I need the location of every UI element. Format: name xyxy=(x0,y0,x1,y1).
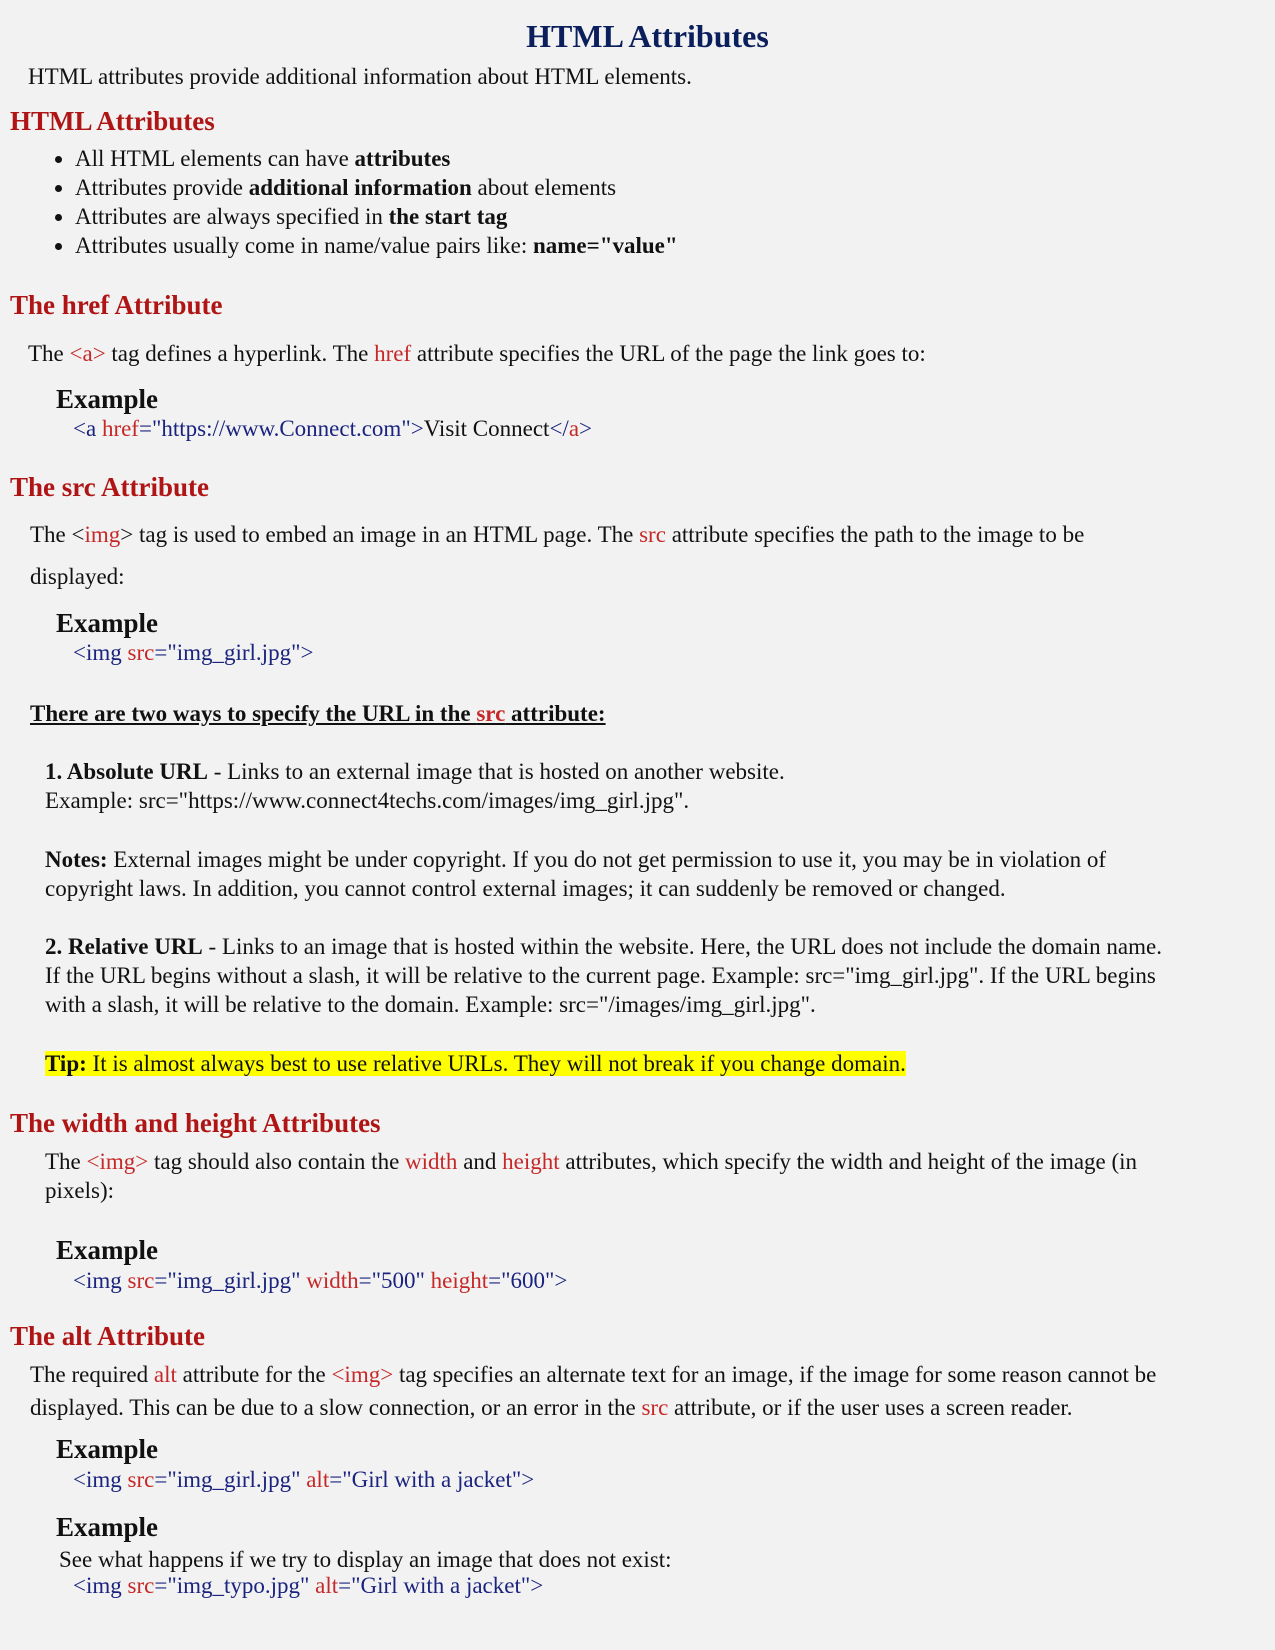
wh-description-line1: The <img> tag should also contain the width and height attributes, which specify the width and height of the image (in xyxy=(45,1149,1138,1174)
bullet-item: • Attributes are always specified in the start tag xyxy=(75,202,678,231)
alt-description-line2: displayed. This can be due to a slow connection, or an error in the src attribute, or if the user uses a screen reader. xyxy=(30,1395,1073,1420)
alt-description-line1: The required alt attribute for the <img> tag specifies an alternate text for an image, if the image for some reason cannot be xyxy=(30,1362,1157,1387)
bullet-item: • Attributes usually come in name/value pairs like: name="value" xyxy=(75,231,678,260)
example-label: Example xyxy=(56,384,159,414)
absolute-url-example: Example: src="https://www.connect4techs.com/images/img_girl.jpg". xyxy=(45,788,690,813)
relative-url-line1: 2. Relative URL - Links to an image that is hosted within the website. Here, the URL does not include the domain name. xyxy=(45,934,1162,959)
src-code-example: <img src="img_girl.jpg"> xyxy=(73,640,314,665)
missing-image-text: See what happens if we try to display an image that does not exist: xyxy=(59,1547,672,1572)
section-heading-alt: The alt Attribute xyxy=(10,1321,205,1351)
src-description-line2: displayed: xyxy=(30,564,125,589)
wh-description-line2: pixels): xyxy=(45,1178,114,1203)
bullet-item: • All HTML elements can have attributes xyxy=(75,144,678,173)
example-label: Example xyxy=(56,1235,159,1265)
href-code-example: <a href="https://www.Connect.com">Visit Connect</a> xyxy=(73,416,593,441)
url-ways-heading: There are two ways to specify the URL in the src attribute: xyxy=(30,701,606,726)
section-heading-href: The href Attribute xyxy=(10,290,223,320)
tip-callout: Tip: It is almost always best to use relative URLs. They will not break if you change domain. xyxy=(45,1051,906,1076)
intro-text: HTML attributes provide additional information about HTML elements. xyxy=(28,64,692,89)
alt-code-example: <img src="img_girl.jpg" alt="Girl with a jacket"> xyxy=(73,1467,535,1492)
section-heading-attributes: HTML Attributes xyxy=(10,106,215,136)
href-description: The <a> tag defines a hyperlink. The href attribute specifies the URL of the page the link goes to: xyxy=(28,341,926,366)
page-title: HTML Attributes xyxy=(526,18,769,54)
absolute-url-item: 1. Absolute URL - Links to an external image that is hosted on another website. xyxy=(45,759,785,784)
section-heading-width-height: The width and height Attributes xyxy=(10,1108,381,1138)
notes-line1: Notes: External images might be under copyright. If you do not get permission to use it, you may be in violation of xyxy=(45,847,1106,872)
relative-url-line3: with a slash, it will be relative to the domain. Example: src="/images/img_girl.jpg". xyxy=(45,992,816,1017)
src-description-line1: The <img> tag is used to embed an image in an HTML page. The src attribute specifies the path to the image to be xyxy=(30,522,1085,547)
example-label: Example xyxy=(56,1512,159,1542)
alt-missing-code-example: <img src="img_typo.jpg" alt="Girl with a jacket"> xyxy=(73,1573,544,1598)
relative-url-line2: If the URL begins without a slash, it will be relative to the current page. Example: src="img_girl.jpg". If the URL begins xyxy=(45,963,1156,988)
example-label: Example xyxy=(56,1434,159,1464)
wh-code-example: <img src="img_girl.jpg" width="500" height="600"> xyxy=(73,1268,568,1293)
example-label: Example xyxy=(56,608,159,638)
attributes-bullet-list xyxy=(10,144,678,260)
bullet-item: • Attributes provide additional information about elements xyxy=(75,173,678,202)
section-heading-src: The src Attribute xyxy=(10,472,209,502)
notes-line2: copyright laws. In addition, you cannot control external images; it can suddenly be removed or changed. xyxy=(45,876,1006,901)
